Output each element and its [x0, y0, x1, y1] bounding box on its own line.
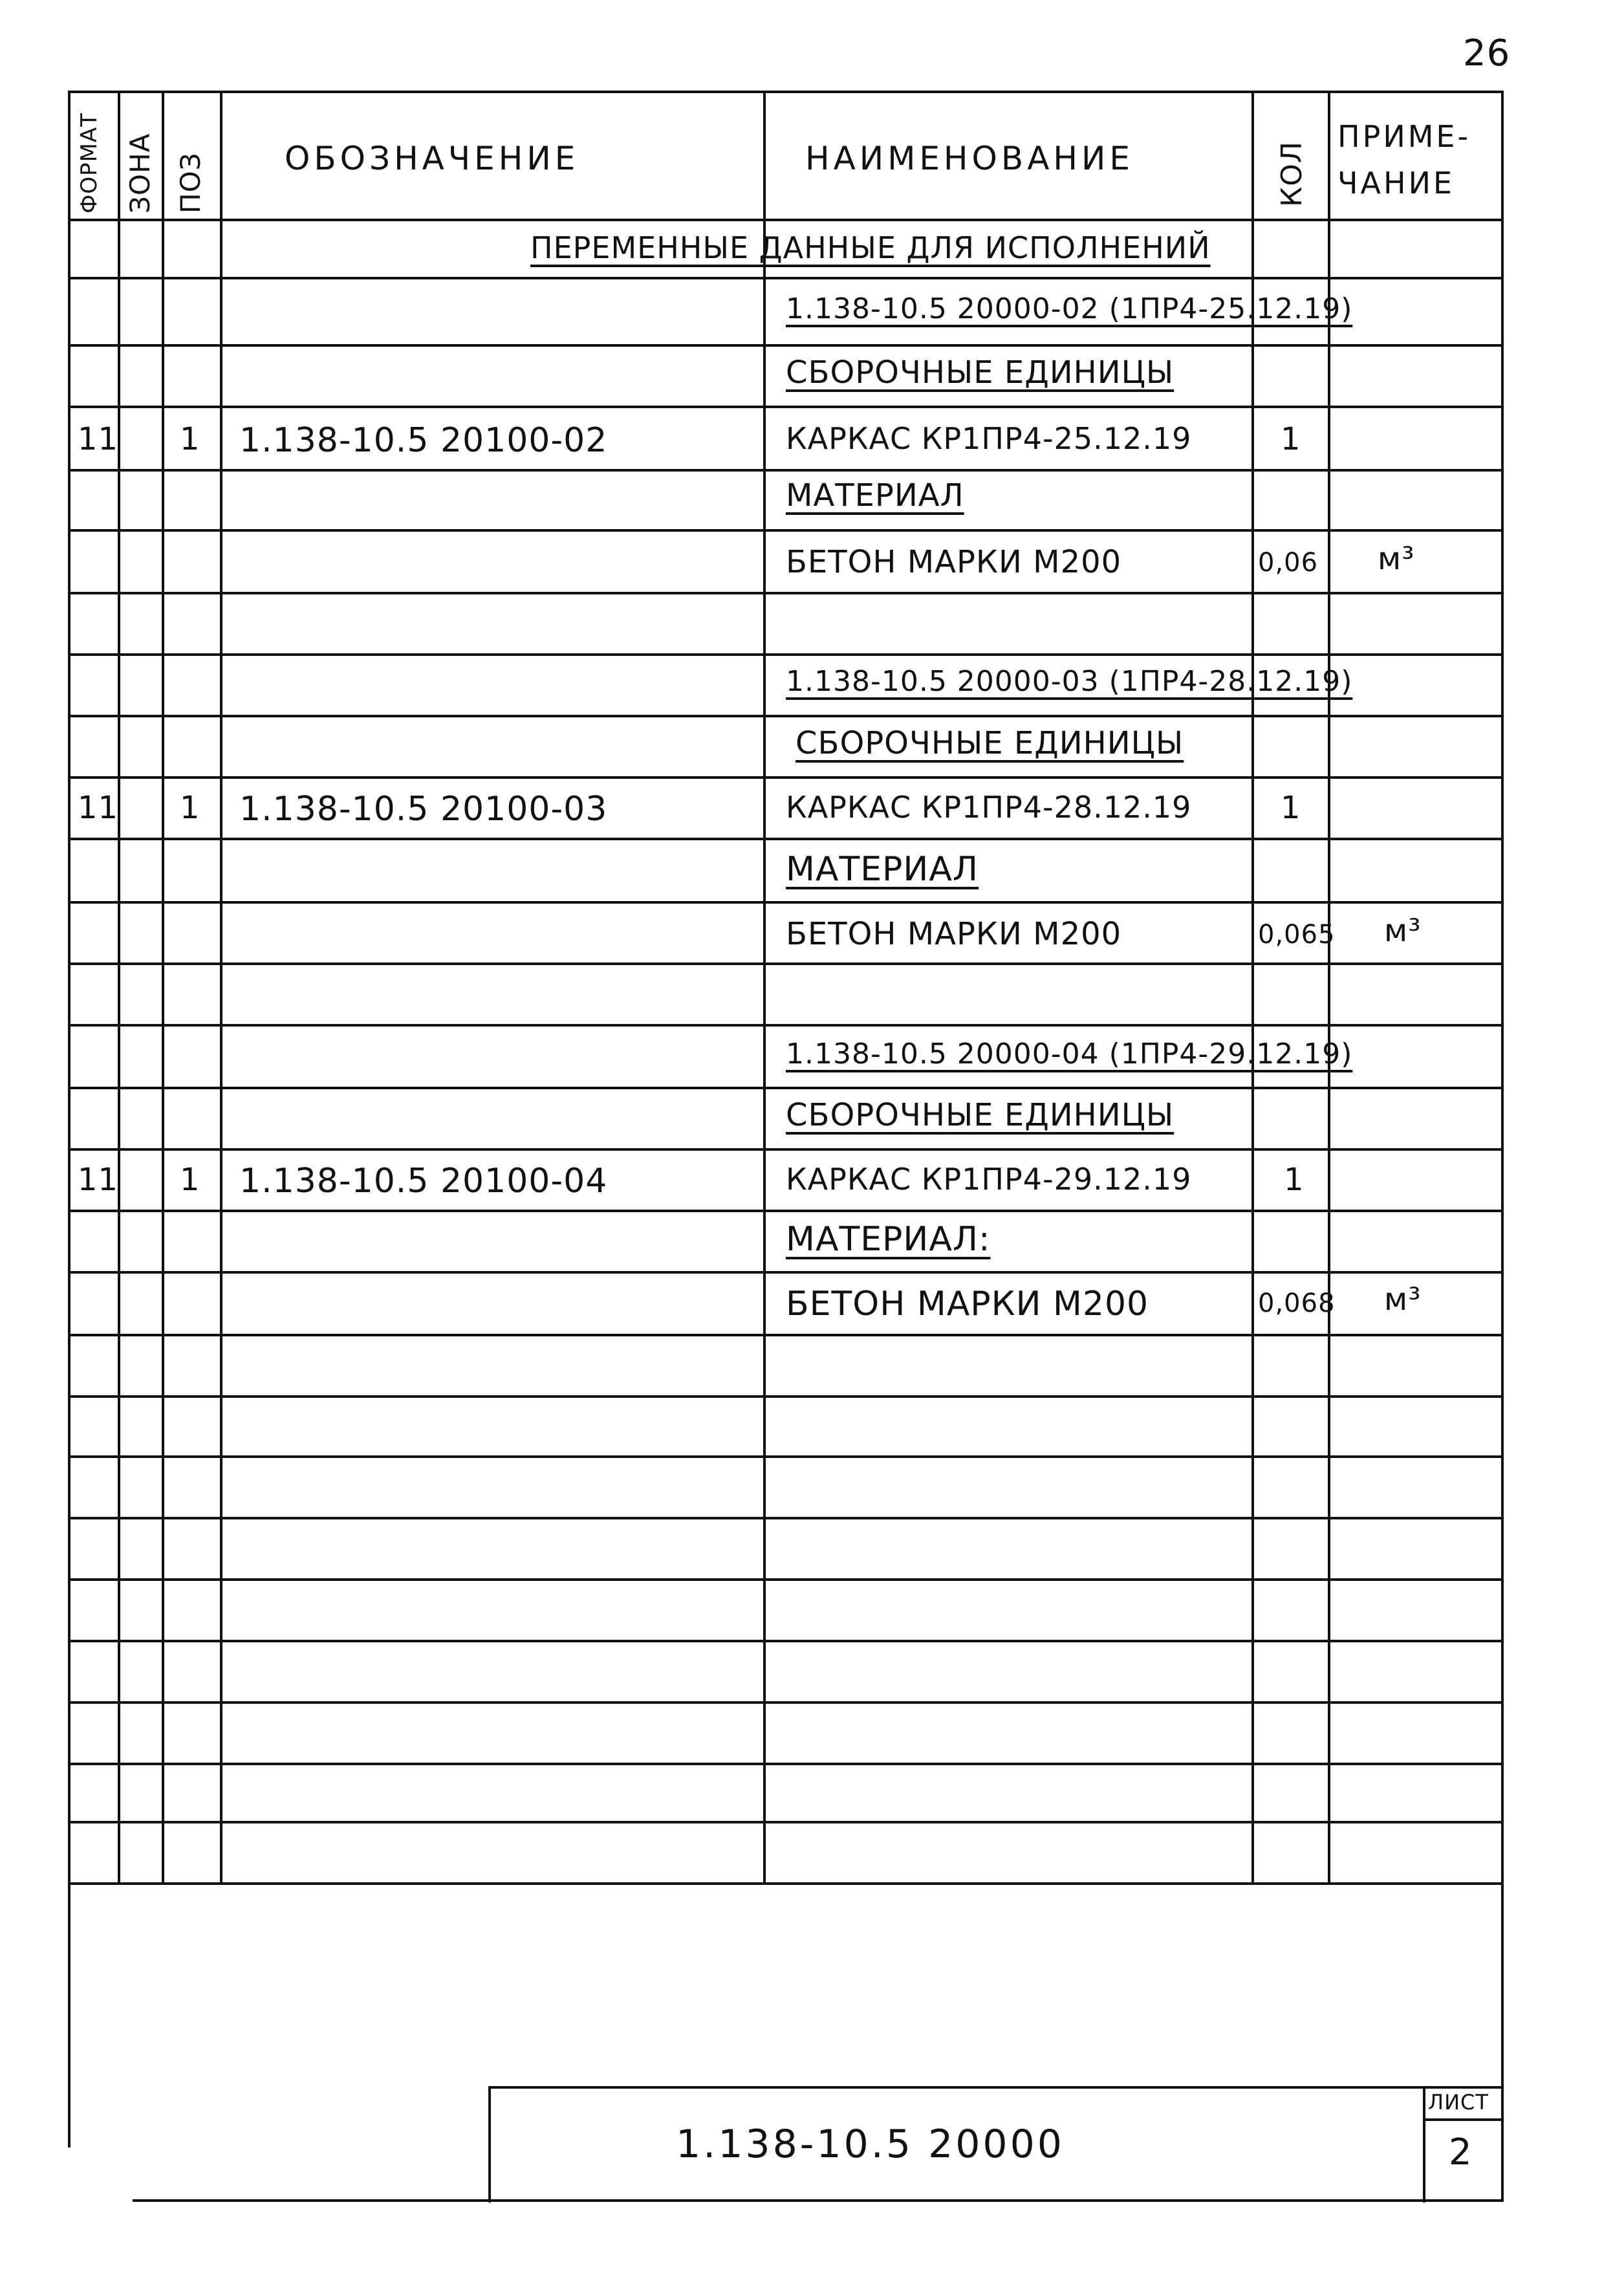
row-name: КАРКАС КР1ПР4-28.12.19: [786, 790, 1192, 825]
row-name: БЕТОН МАРКИ М200: [786, 1285, 1149, 1323]
row-line: [68, 592, 1504, 594]
row-qty: 1: [1284, 1162, 1305, 1198]
assembly-units-heading: СБОРОЧНЫЕ ЕДИНИЦЫ: [786, 354, 1175, 391]
row-note: м³: [1378, 541, 1415, 577]
row-qty: 0,06: [1258, 548, 1319, 578]
row-format: 11: [78, 790, 119, 826]
row-line: [68, 1210, 1504, 1212]
row-pos: 1: [180, 421, 200, 457]
title-block-bottom: [133, 2199, 1504, 2202]
sheet-box-left: [1423, 2086, 1425, 2202]
col-divider-pos: [220, 91, 222, 1882]
variant-title: 1.138-10.5 20000-02 (1ПР4-25.12.19): [786, 292, 1353, 325]
row-line: [68, 277, 1504, 279]
row-format: 11: [78, 421, 119, 457]
row-line: [68, 1882, 1504, 1885]
row-line: [68, 1271, 1504, 1274]
row-qty: 0,065: [1258, 920, 1336, 950]
header-format: ФОРМАТ: [76, 113, 102, 213]
row-line: [68, 1148, 1504, 1151]
row-line: [68, 1578, 1504, 1581]
table-left-border: [68, 91, 70, 2148]
row-line: [68, 1763, 1504, 1765]
row-pos: 1: [180, 1162, 200, 1198]
row-designation: 1.138-10.5 20100-02: [239, 421, 608, 460]
header-pos: ПОЗ: [175, 152, 206, 213]
row-note: м³: [1384, 913, 1422, 949]
row-line: [68, 1395, 1504, 1398]
col-divider-format: [118, 91, 120, 1882]
row-line: [68, 1334, 1504, 1336]
row-line: [68, 469, 1504, 472]
row-line: [68, 1701, 1504, 1704]
header-name: НАИМЕНОВАНИЕ: [805, 140, 1134, 177]
col-divider-designation: [763, 91, 766, 1882]
row-line: [68, 1517, 1504, 1519]
sheet-box-divider: [1423, 2118, 1504, 2121]
row-designation: 1.138-10.5 20100-04: [239, 1162, 608, 1201]
header-note-line2: ЧАНИЕ: [1337, 166, 1455, 201]
col-divider-qty: [1328, 91, 1330, 1882]
header-qty: КОЛ: [1275, 141, 1308, 207]
document-code: 1.138-10.5 20000: [676, 2122, 1065, 2167]
title-block-top: [488, 2086, 1504, 2089]
row-line: [68, 344, 1504, 347]
row-line: [68, 776, 1504, 779]
row-pos: 1: [180, 790, 200, 826]
col-divider-zone: [162, 91, 164, 1882]
row-line: [68, 963, 1504, 965]
row-name: КАРКАС КР1ПР4-29.12.19: [786, 1162, 1192, 1197]
row-note: м³: [1384, 1281, 1422, 1318]
row-name: КАРКАС КР1ПР4-25.12.19: [786, 421, 1192, 456]
row-line: [68, 1640, 1504, 1642]
row-line: [68, 1821, 1504, 1823]
row-qty: 0,068: [1258, 1289, 1336, 1318]
row-name: БЕТОН МАРКИ М200: [786, 544, 1122, 580]
assembly-units-heading: СБОРОЧНЫЕ ЕДИНИЦЫ: [786, 1097, 1175, 1133]
row-designation: 1.138-10.5 20100-03: [239, 790, 608, 829]
row-qty: 1: [1281, 421, 1301, 457]
sheet-label: ЛИСТ: [1428, 2090, 1489, 2115]
row-line: [68, 901, 1504, 904]
table-top-border: [68, 91, 1504, 93]
variant-title: 1.138-10.5 20000-04 (1ПР4-29.12.19): [786, 1038, 1353, 1071]
section-heading: ПЕРЕМЕННЫЕ ДАННЫЕ ДЛЯ ИСПОЛНЕНИЙ: [530, 230, 1211, 265]
page-number: 26: [1463, 32, 1511, 74]
row-name: БЕТОН МАРКИ М200: [786, 916, 1122, 952]
material-heading: МАТЕРИАЛ: [786, 477, 964, 514]
row-format: 11: [78, 1162, 119, 1198]
row-line: [68, 406, 1504, 408]
col-divider-name: [1251, 91, 1254, 1882]
row-line: [68, 1024, 1504, 1027]
row-line: [68, 1087, 1504, 1089]
sheet-value: 2: [1449, 2131, 1473, 2173]
header-designation: ОБОЗНАЧЕНИЕ: [285, 140, 579, 177]
row-line: [68, 1455, 1504, 1458]
row-qty: 1: [1281, 790, 1301, 826]
row-line: [68, 653, 1504, 656]
header-bottom-border: [68, 219, 1504, 221]
row-line: [68, 838, 1504, 840]
title-block-left: [488, 2086, 491, 2202]
variant-title: 1.138-10.5 20000-03 (1ПР4-28.12.19): [786, 665, 1353, 698]
assembly-units-heading: СБОРОЧНЫЕ ЕДИНИЦЫ: [796, 725, 1184, 761]
row-line: [68, 529, 1504, 532]
header-note-line1: ПРИМЕ-: [1337, 119, 1471, 154]
material-heading: МАТЕРИАЛ: [786, 850, 979, 889]
header-zone: ЗОНА: [124, 133, 156, 213]
row-line: [68, 715, 1504, 717]
material-heading: МАТЕРИАЛ:: [786, 1220, 991, 1259]
